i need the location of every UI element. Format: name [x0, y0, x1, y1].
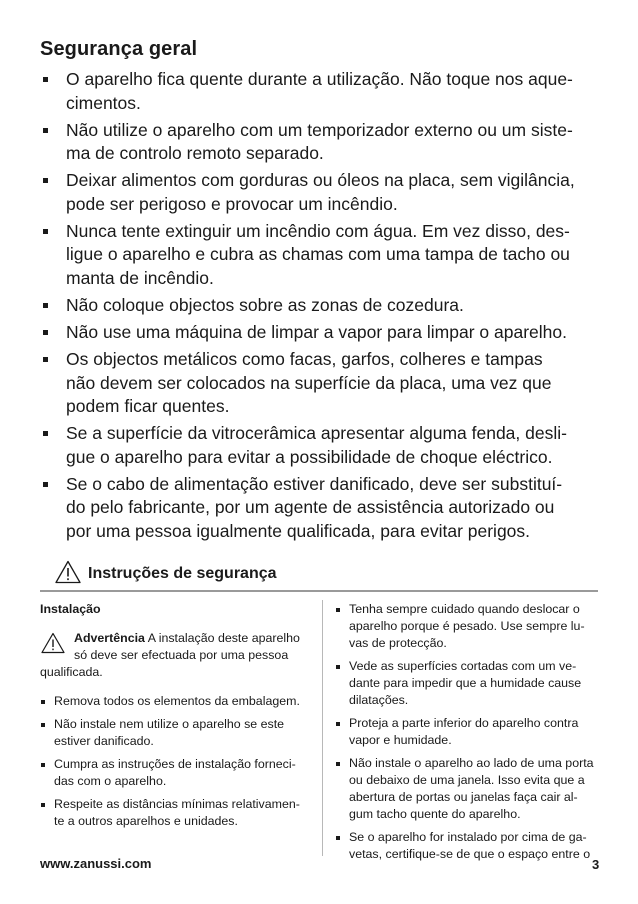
list-item: Se o aparelho for instalado por cima de ga- vetas, certifique-se de que o espaço entre o [335, 829, 600, 863]
column-divider [322, 600, 323, 856]
warning-triangle-icon [41, 632, 65, 654]
installation-title: Instalação [40, 602, 101, 616]
list-item: Não use uma máquina de limpar a vapor para limpar o aparelho. [40, 321, 600, 345]
warning-triangle-icon [55, 560, 81, 584]
list-item: Vede as superfícies cortadas com um ve- dante para impedir que a humidade cause dilatações. [335, 658, 600, 709]
installation-list [40, 693, 312, 830]
section-title-safety-instructions: Instruções de segurança [88, 565, 277, 582]
safety-instructions-header [40, 556, 598, 592]
list-item: Tenha sempre cuidado quando deslocar o aparelho porque é pesado. Use sempre lu- vas de protecção. [335, 601, 600, 652]
list-item: Não instale nem utilize o aparelho se este estiver danificado. [40, 716, 312, 750]
list-item: Se a superfície da vitrocerâmica apresentar alguma fenda, desli- gue o aparelho para evitar a possibilidade de choque eléctrico. [40, 422, 600, 469]
list-item: Não instale o aparelho ao lado de uma porta ou debaixo de uma janela. Isso evita que a abertura de portas ou janelas faça cair al- gum tacho quente do aparelho. [335, 755, 600, 823]
installation-column [40, 601, 312, 836]
list-item: Respeite as distâncias mínimas relativamen- te a outros aparelhos e unidades. [40, 796, 312, 830]
list-item: Deixar alimentos com gorduras ou óleos na placa, sem vigilância, pode ser perigoso e provocar um incêndio. [40, 169, 600, 216]
warning-label: Advertência [74, 631, 145, 645]
list-item: O aparelho fica quente durante a utilização. Não toque nos aque- cimentos. [40, 68, 600, 115]
installation-column-continued [335, 601, 600, 869]
section-title-general-safety: Segurança geral [40, 38, 198, 60]
installation-warning [40, 630, 312, 681]
list-item: Não utilize o aparelho com um temporizador externo ou um siste- ma de controlo remoto separado. [40, 119, 600, 166]
warning-text-tail: qualificada. [40, 665, 103, 679]
warning-text: A instalação deste aparelho só deve ser efectuada por uma pessoa [74, 631, 300, 662]
general-safety-list [40, 68, 600, 547]
installation-list-continued [335, 601, 600, 863]
list-item: Se o cabo de alimentação estiver danificado, deve ser substituí- do pelo fabricante, por um agente de assistência autorizado ou por uma pessoa igualmente qualificada, para evitar perigos. [40, 473, 600, 544]
list-item: Cumpra as instruções de instalação forneci- das com o aparelho. [40, 756, 312, 790]
list-item: Nunca tente extinguir um incêndio com água. Em vez disso, des- ligue o aparelho e cubra as chamas com uma tampa de tacho ou manta de incêndio. [40, 220, 600, 291]
list-item: Proteja a parte inferior do aparelho contra vapor e humidade. [335, 715, 600, 749]
list-item: Não coloque objectos sobre as zonas de cozedura. [40, 294, 600, 318]
page-number: 3 [592, 857, 600, 872]
list-item: Os objectos metálicos como facas, garfos, colheres e tampas não devem ser colocados na superfície da placa, uma vez que podem ficar quentes. [40, 348, 600, 419]
footer-website: www.zanussi.com [40, 856, 152, 871]
list-item: Remova todos os elementos da embalagem. [40, 693, 312, 710]
